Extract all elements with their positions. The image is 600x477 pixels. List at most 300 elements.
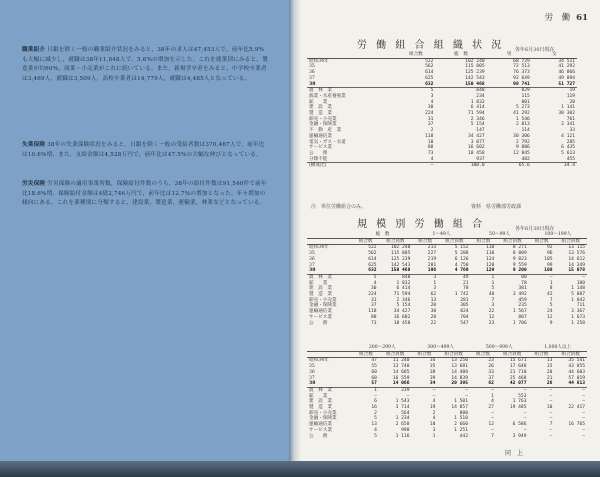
table-cell: — (406, 393, 410, 399)
table-cell: 3 (412, 274, 438, 280)
table-cell: 12 (488, 422, 494, 428)
table-cell: 5 (353, 274, 379, 280)
table-cell: 13 (371, 422, 377, 428)
table-cell: 1 (491, 393, 494, 399)
column-header: 組合員数 (438, 238, 470, 245)
table-cell: 459 (518, 297, 527, 303)
row-label: 35 (309, 364, 315, 370)
table-cell: 42 (546, 292, 553, 298)
table-cell: — (549, 416, 553, 422)
row-label: 製 造 業 (309, 292, 332, 298)
column-group-header: 1,000人以上 (528, 345, 587, 351)
table-cell: 71 594 (393, 292, 411, 298)
table1-title: 労 働 組 合 組 織 状 況 (357, 40, 505, 51)
table-cell: 1 501 (454, 399, 468, 405)
table-cell: 57 019 (568, 375, 585, 381)
table-cell: 5 887 (571, 292, 585, 298)
table-cell: 23 (488, 320, 495, 326)
table-cell: 800 (459, 410, 468, 416)
right-page (301, 0, 600, 477)
table-cell: 1 258 (571, 320, 585, 326)
table-cell: 5 154 (470, 122, 485, 128)
table-row (307, 434, 587, 440)
row-label: サービス業 (309, 145, 332, 151)
row-label: 製 造 業 (309, 405, 332, 411)
table-cell: 119 (566, 93, 575, 99)
table-cell: 13 681 (451, 364, 468, 370)
table-cell: 65.6 (487, 163, 532, 169)
table-cell: 20 395 (451, 381, 468, 387)
table-cell: 2 346 (470, 116, 485, 122)
table-cell: — (523, 427, 527, 433)
table-cell: 16 602 (468, 145, 485, 151)
column-header: 組合数 (412, 238, 438, 245)
column-header: 組合数 (411, 351, 437, 358)
table-cell: 108 (544, 268, 553, 274)
table-cell: 31 (427, 116, 434, 122)
table-cell: — (374, 393, 377, 399)
table-cell: 22 417 (568, 405, 585, 411)
table-cell: 1 (549, 280, 553, 286)
table-cell: — (549, 433, 553, 439)
table-cell: 110 (485, 245, 495, 251)
table-cell: 115 805 (465, 64, 485, 70)
table-cell: 7 (549, 297, 553, 303)
table-cell: 562 (425, 64, 434, 70)
table-cell: 5 152 (454, 245, 469, 251)
table-cell: 20 (546, 369, 553, 375)
column-header: 組合数 (470, 351, 496, 358)
row-label: 35 (309, 64, 315, 70)
row-label: 36 (309, 369, 315, 375)
table-cell: 848 (435, 88, 486, 94)
table-cell: 38 (429, 369, 436, 375)
table-cell: 21 710 (509, 369, 527, 375)
table-cell: 1 673 (571, 314, 585, 320)
table-cell: — (582, 416, 585, 422)
table-cell: 614 (425, 70, 434, 76)
table-cell: 6 435 (561, 145, 575, 151)
table-cell: 92 649 (513, 75, 530, 81)
table1-date: 各年6月30日現在 (515, 47, 555, 53)
table-cell: 26 (546, 381, 553, 387)
table-cell: 47 (371, 358, 377, 364)
table-cell: 35 (429, 364, 436, 370)
table-cell: 30 302 (558, 111, 575, 117)
table-cell: 381 (518, 286, 527, 292)
table-cell: 9 886 (515, 145, 530, 151)
table-cell: 16 559 (392, 375, 410, 381)
table-cell: 3 949 (512, 433, 527, 439)
table-cell: — (582, 410, 585, 416)
table-cell: 9 559 (512, 262, 527, 268)
table-cell: 129 (485, 268, 495, 274)
table-cell: 105 (544, 256, 553, 262)
table-cell: 147 (476, 128, 485, 134)
table-cell: 4 (432, 416, 436, 422)
table-cell: 48 (488, 292, 495, 298)
table-cell: 547 (460, 320, 469, 326)
paragraph-disputes: 労災保険 労災保険の適用事業所数，保険給付件数のうち，38年の給付件数は91,540件で前年比18.6%増，保険給付金額は4億2,746万円で，前年比は12.7%の増加となった。年々増加の傾向にある。これを業種別に分類すると，建設業，製造業，運輸業，林業などとなっている。 (22, 181, 267, 207)
table-cell: 57 (371, 381, 377, 387)
table-cell: 6 586 (512, 422, 527, 428)
column-header (307, 238, 353, 245)
table-cell: 46 866 (558, 70, 575, 76)
table-cell: 2 346 (396, 297, 411, 303)
column-header: 組合員数 (496, 238, 528, 245)
table-cell: 34 511 (558, 58, 575, 64)
table1-source: 資料 県労働部労政課 (471, 204, 522, 210)
table2-continued: 同 上 (505, 450, 524, 457)
row-label: 公 務 (309, 150, 328, 156)
table-cell: 3 (491, 303, 495, 309)
table-cell: 9 (549, 320, 553, 326)
table-cell: 102 240 (390, 245, 411, 251)
row-label: 製 造 業 (309, 111, 332, 117)
table-cell: 1 (491, 280, 495, 286)
table-cell: 12 (488, 314, 495, 320)
row-label: 電気・ガス・水道 (309, 139, 346, 145)
paragraph-employment: 職業紹介 日銀を除く一般の職業紹介状況をみると，38年の求人は47,453人で，前年比5.9%も大幅に減少し，就職は38年11,848人で，5.6%の増加を示した。これを就業別にみると，製造業が約60%，商業・小売業がこれに続いている。また，新規学卒者をみると，中学校卒業者は3,469人，就職は3,509人，高校卒業者は14,779人，就職は4,485人となっている。 (22, 47, 268, 82)
table-cell: 5 (396, 88, 435, 94)
row-label: 金融・保険業 (309, 122, 337, 128)
table-cell: — (554, 387, 587, 393)
table-cell: 6 414 (470, 105, 485, 111)
table-row (307, 321, 587, 327)
table-cell: 15 (546, 364, 553, 370)
table-cell: 26 (488, 364, 494, 370)
table-cell: 49 894 (558, 75, 575, 81)
table-cell: 4 (373, 280, 377, 286)
table-cell: — (523, 416, 527, 422)
table-cell: 22 (430, 320, 437, 326)
paragraph-unemployment: 失業保険 38年の失業保険状況をみると，日銀を除く一般の受給者数は370,467人で，前年比は10.6%増，また，支給金額は4,528万円で，前年比は47.5%の大幅な伸びとなっている。 (22, 142, 265, 158)
table-cell: 235 (518, 303, 527, 309)
table-cell: 78 (462, 286, 469, 292)
table-cell: 522 (368, 245, 377, 251)
column-group-header: 500〜999人 (470, 345, 529, 351)
table-cell: 13 (546, 358, 553, 364)
table-cell: 42 077 (509, 381, 527, 387)
table-cell: 213 (427, 245, 437, 251)
row-label: 36 (309, 256, 315, 262)
row-label: 不 動 産 業 (309, 128, 342, 134)
table-cell: 704 (460, 314, 469, 320)
table-cell: 5 613 (561, 150, 575, 156)
row-label: 38 (309, 381, 316, 387)
column-header: 組合数 (529, 238, 555, 245)
row-label: 公 務 (309, 320, 328, 326)
table-cell: 124 (485, 256, 495, 262)
table-cell: 125 239 (390, 256, 411, 262)
table-cell: 196 (427, 268, 437, 274)
table-cell: 305 (460, 303, 469, 309)
table-cell: 20 (430, 303, 437, 309)
table-cell: 41 292 (558, 64, 575, 70)
column-group-header: 1〜49人 (412, 232, 470, 238)
table-cell: 22 (488, 309, 495, 315)
column-header: 組合員数 (437, 351, 470, 358)
table-cell: 13 748 (392, 364, 410, 370)
table-cell: 37 (427, 122, 434, 128)
table-cell: 761 (566, 116, 575, 122)
row-label: 鉱 業 (309, 280, 328, 286)
table-cell: — (549, 410, 553, 416)
row-label: 金融・保険業 (309, 416, 337, 422)
table-cell: 110 (485, 251, 495, 257)
table-cell: — (549, 399, 553, 405)
table-cell: 180 (576, 280, 585, 286)
table-cell: 3 077 (470, 139, 485, 145)
heading-unemployment: 失業保険 (22, 142, 46, 148)
table-cell: 34 (429, 381, 436, 387)
column-group-header: 100〜199人 (529, 232, 587, 238)
table-cell: — (432, 393, 436, 399)
table-cell: 1 510 (454, 416, 468, 422)
row-label: 農 林 業 (307, 387, 353, 393)
table-cell: 711 (576, 303, 585, 309)
row-label: 昭和34年 (309, 58, 329, 64)
table-cell: 24 (546, 309, 553, 315)
table-cell: 3 492 (512, 292, 527, 298)
table-cell: 219 (427, 256, 437, 262)
table-cell: 4 (432, 399, 436, 405)
table-cell: 562 (368, 251, 377, 257)
row-label: 金融・保険業 (309, 303, 337, 309)
table-cell: 21 (462, 280, 469, 286)
table1-footnote: 注 単位労働組合のみ。 (311, 204, 367, 210)
table-cell: 88 (427, 145, 434, 151)
table-cell: 98 741 (513, 81, 530, 87)
table-cell: 73 (370, 320, 377, 326)
table-row (307, 163, 577, 169)
table-cell: 1 234 (395, 416, 410, 422)
table-cell: — (470, 387, 496, 393)
table-cell: 115 805 (390, 251, 411, 257)
table-union-organization (307, 52, 577, 169)
table-cell: 68 (371, 375, 377, 381)
table-cell: 25 468 (509, 375, 527, 381)
table-cell: 455 (566, 156, 575, 162)
row-label: 鉱 業 (309, 393, 328, 399)
table-cell: 998 (401, 427, 410, 433)
table-cell: 30 (427, 105, 434, 111)
table-cell: 5 273 (515, 105, 530, 111)
table-cell: 14 480 (451, 369, 468, 375)
table-cell: 482 (521, 156, 530, 162)
table-cell: 1 742 (454, 292, 469, 298)
column-header: 組合数 (396, 52, 435, 58)
table-cell: 3 (433, 286, 437, 292)
table-by-scale-upper (307, 232, 587, 326)
row-label: サービス業 (309, 314, 332, 320)
table-cell: 553 (518, 393, 527, 399)
column-group-header: 200〜299人 (353, 345, 412, 351)
table-cell: 632 (425, 81, 434, 87)
table-cell: 1 141 (561, 105, 575, 111)
row-label: 38 (309, 268, 316, 274)
table-cell: 937 (476, 156, 485, 162)
table-cell: 1 (471, 274, 497, 280)
table-cell: 7 (549, 422, 553, 428)
table-cell: 16 602 (393, 314, 411, 320)
table-cell: — (554, 274, 587, 280)
table-cell: 1 116 (395, 433, 410, 439)
table-cell: 234 (476, 93, 485, 99)
table-cell: 19 485 (509, 405, 527, 411)
table-cell: 6 (374, 399, 377, 405)
table-cell: 1 546 (515, 116, 530, 122)
table-cell: 118 (425, 133, 434, 139)
table-cell: 285 (566, 139, 575, 145)
table-cell: 88 (370, 314, 377, 320)
table-cell: 564 (401, 410, 410, 416)
table-cell: 62 (488, 381, 494, 387)
row-label: 漁業・水産養殖業 (309, 93, 346, 99)
table-cell: 92 (546, 245, 553, 251)
table-cell: 7 (491, 433, 494, 439)
table-cell: 625 (368, 262, 377, 268)
table-cell: — (582, 433, 585, 439)
table-cell: — (528, 387, 554, 393)
table-cell: 27 (488, 405, 494, 411)
table-cell: 14 349 (568, 262, 585, 268)
row-label: 運輸通信業 (309, 422, 332, 428)
table-cell: 60 (371, 369, 377, 375)
column-header: 組合員数 (496, 351, 529, 358)
table-cell: 114 (521, 128, 530, 134)
table-cell: 5 (491, 286, 495, 292)
table-cell: 13 (430, 297, 437, 303)
table-cell: 5 (374, 416, 377, 422)
table-cell: 76 373 (513, 70, 530, 76)
table-cell: 120 (485, 262, 495, 268)
table-cell: — (496, 387, 529, 393)
running-header: 労 働 61 (544, 13, 588, 23)
table-cell: 80 (496, 274, 528, 280)
table-cell: 99 (546, 262, 553, 268)
table-cell: 4 (430, 99, 434, 105)
table-cell: 30 306 (513, 133, 530, 139)
page-number: 61 (576, 13, 588, 23)
table-cell: 96 (546, 251, 553, 257)
table-cell: 201 (427, 262, 437, 268)
table-cell: — (491, 410, 494, 416)
table-cell: 807 (518, 314, 527, 320)
table-cell: 71 594 (468, 111, 485, 117)
page-bottom-edge (0, 461, 600, 477)
table-cell: — (437, 387, 470, 393)
table-subheader-row (307, 238, 587, 245)
table-cell: 442 (459, 433, 468, 439)
row-label: 37 (309, 75, 315, 81)
table-cell: 522 (425, 58, 434, 64)
table-cell: 1 (433, 280, 437, 286)
column-header: 組合員数 (379, 351, 412, 358)
table-cell: 281 (460, 297, 469, 303)
table-cell: 2 (430, 128, 434, 134)
row-label: 卸売・小売業 (309, 116, 337, 122)
row-label: 昭和34年 (309, 245, 329, 251)
table-cell: 13 576 (568, 251, 585, 257)
table2-date: 各年6月30日現在 (515, 226, 555, 232)
table-cell: 9 023 (512, 256, 527, 262)
table-cell: — (549, 427, 553, 433)
table-cell: 44 813 (568, 381, 585, 387)
row-label: 運輸通信業 (309, 133, 332, 139)
table-cell: 5 (549, 303, 553, 309)
table-cell: 30 (370, 286, 377, 292)
row-label: 37 (309, 262, 315, 268)
table-cell: — (549, 393, 553, 399)
table-cell: 17 648 (509, 364, 527, 370)
table-cell: 8 (549, 286, 553, 292)
row-label: 建 設 業 (309, 286, 332, 292)
table-cell: 3 367 (571, 309, 585, 315)
column-header: 組合員数 (554, 238, 587, 245)
table-cell: 2 (432, 410, 436, 416)
column-header: 組合数 (353, 238, 379, 245)
table-cell: 2 660 (454, 422, 468, 428)
table-cell: 4 (430, 156, 434, 162)
table-cell: 5 288 (454, 251, 469, 257)
table-cell: — (529, 274, 555, 280)
table-cell: 4 (491, 399, 494, 405)
table-cell: 10 (429, 422, 436, 428)
table-cell: 37 (370, 303, 377, 309)
row-label: 農 林 業 (307, 88, 396, 94)
row-label: 昭和34年 (309, 358, 329, 364)
table-cell: 8 271 (512, 245, 527, 251)
table-cell: 1 (432, 433, 436, 439)
row-label: 卸売・小売業 (309, 297, 337, 303)
table-cell: 34 427 (468, 133, 485, 139)
table-cell: 14 857 (451, 405, 468, 411)
table-cell: 6 126 (454, 256, 469, 262)
row-label: 農 林 業 (307, 274, 353, 280)
table-cell: 31 (370, 297, 377, 303)
table-cell: 55 (371, 364, 377, 370)
table-cell: 1 148 (571, 286, 585, 292)
table-cell: 41 292 (513, 111, 530, 117)
column-header (307, 351, 353, 358)
table-cell: 150 468 (390, 268, 411, 274)
table-cell: 118 (368, 309, 377, 315)
table-cell: 614 (368, 256, 377, 262)
table-cell: 68 729 (513, 58, 530, 64)
table-cell: 20 (569, 99, 575, 105)
table-cell: 1 832 (470, 99, 485, 105)
table-cell: 15 671 (509, 358, 527, 364)
table-cell: 33 (569, 128, 575, 134)
table-cell: 18 458 (393, 320, 411, 326)
table-cell: 43 855 (568, 364, 585, 370)
table-cell: 829 (487, 88, 532, 94)
table-cell: 4 (374, 427, 377, 433)
row-label: 建 設 業 (309, 399, 332, 405)
row-label: 運輸通信業 (309, 309, 332, 315)
table-cell: 6 414 (396, 286, 411, 292)
table-cell: 625 (425, 75, 434, 81)
heading-employment: 職業紹介 (22, 47, 46, 53)
table-cell: 14 612 (568, 256, 585, 262)
table-cell: 2 (374, 410, 377, 416)
table-cell: 78 (521, 280, 527, 286)
table-cell: 3 714 (395, 405, 410, 411)
table-cell: 12 845 (513, 150, 530, 156)
table-cell: 28 (430, 314, 437, 320)
table-cell: 16 765 (568, 422, 585, 428)
